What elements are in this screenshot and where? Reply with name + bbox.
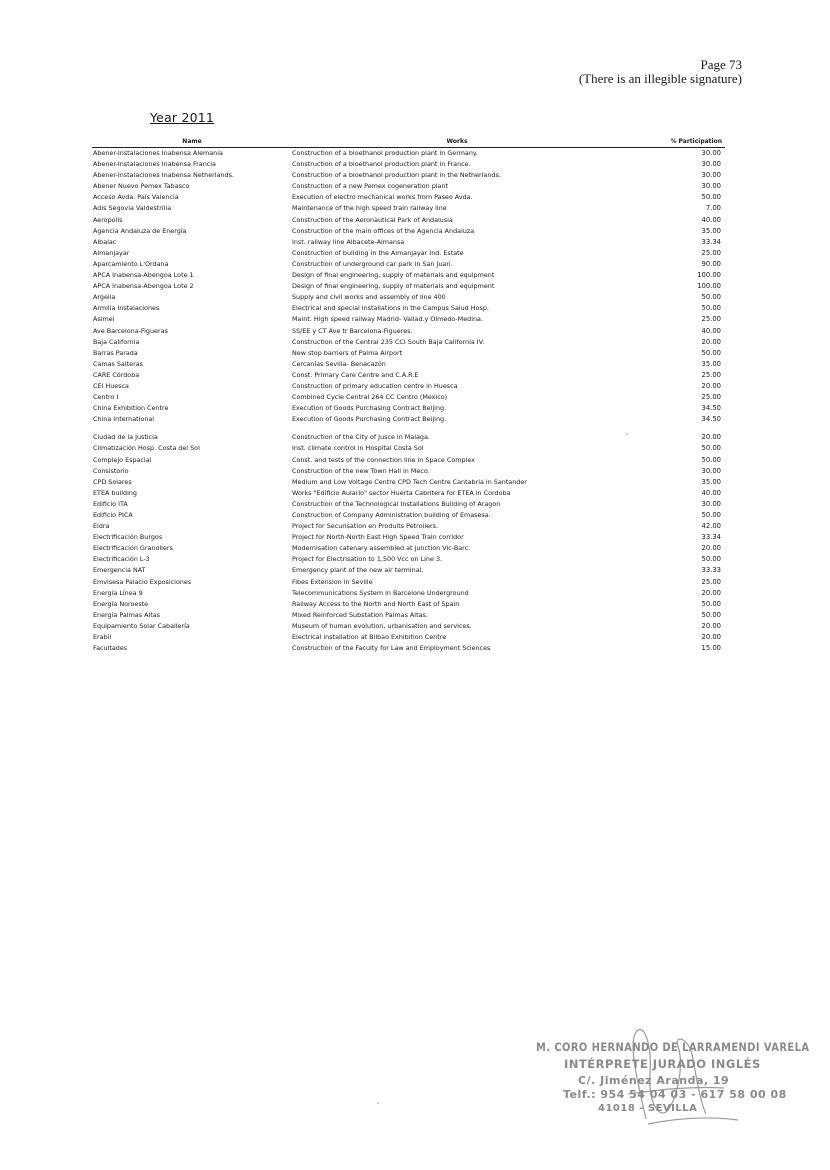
stamp-city: 41018 - SEVILLA <box>598 1103 698 1114</box>
translator-stamp <box>528 1024 810 1144</box>
table-row <box>92 488 725 499</box>
cell-works: Const. and tests of the connection line in Space Complex <box>292 455 475 464</box>
cell-participation: 35.00 <box>701 359 721 368</box>
cell-name: Electrificación Granollers <box>93 544 173 553</box>
table-row <box>92 588 725 599</box>
cell-name: Energía Línea 9 <box>93 588 143 597</box>
year-heading: Year 2011 <box>150 110 215 125</box>
table-row <box>92 359 725 370</box>
cell-name: Emvisesa Palacio Exposiciones <box>93 577 192 586</box>
cell-participation: 30.00 <box>701 160 721 169</box>
cell-works: Execution of Goods Purchasing Contract Beijing. <box>292 415 447 424</box>
cell-name: Equipamiento Solar Caballería <box>93 621 190 630</box>
cell-name: CEI Huesca <box>93 381 129 390</box>
table-row <box>92 510 725 521</box>
cell-participation: 50.00 <box>701 304 721 313</box>
cell-participation: 33.34 <box>701 237 721 246</box>
cell-name: China International <box>93 415 155 424</box>
table-row <box>92 443 725 454</box>
cell-name: Ave Barcelona-Figueras <box>93 326 168 335</box>
table-row <box>92 326 725 337</box>
cell-works: Const. Primary Care Centre and C.A.R.E <box>292 370 419 379</box>
cell-name: Consistorio <box>93 466 129 475</box>
cell-works: Design of final engineering, supply of materials and equipment <box>292 282 495 291</box>
cell-works: Cercanías Sevilla- Benacazón <box>292 359 386 368</box>
cell-works: Maintenance of the high speed train railway line <box>292 204 447 213</box>
cell-participation: 50.00 <box>701 511 721 519</box>
cell-participation: 33.33 <box>701 566 721 575</box>
table-row <box>92 577 725 588</box>
cell-name: Argelia <box>93 293 116 302</box>
table-row <box>92 292 725 303</box>
cell-name: CPD Solares <box>93 477 132 486</box>
cell-participation: 50.00 <box>701 444 721 453</box>
cell-name: Acceso Avda. País Valencia <box>93 193 179 202</box>
cell-works: Telecommunications System in Barcelone Underground <box>292 588 469 597</box>
table-row <box>92 554 725 565</box>
cell-participation: 30.00 <box>701 466 721 475</box>
table-row <box>92 392 725 403</box>
signature-note: (There is an illegible signature) <box>578 71 742 86</box>
table-row <box>92 381 725 392</box>
cell-participation: 25.00 <box>701 370 721 379</box>
cell-name: CARE Córdoba <box>93 370 140 379</box>
table-row <box>92 643 725 654</box>
cell-name: Energía Noroeste <box>93 599 149 608</box>
cell-works: Electrical installation at Bilbao Exhibition Centre <box>292 633 447 642</box>
participation-table-container <box>92 137 722 654</box>
cell-participation: 34.50 <box>701 415 721 424</box>
table-row <box>92 281 725 292</box>
cell-participation: 20.00 <box>701 621 721 630</box>
table-row <box>92 248 725 259</box>
cell-name: Complejo Espacial <box>93 455 152 464</box>
cell-participation: 50.00 <box>701 293 721 302</box>
table-body <box>92 148 725 655</box>
table-row <box>92 226 725 237</box>
cell-participation: 25.00 <box>701 248 721 257</box>
cell-name: Almanjayar <box>93 248 130 257</box>
cell-name: Camas Salteras <box>93 359 143 368</box>
table-row <box>92 181 725 192</box>
cell-participation: 33.34 <box>701 533 721 542</box>
cell-participation: 40.00 <box>701 326 721 335</box>
cell-participation: 50.00 <box>701 599 721 608</box>
stamp-title: INTÉRPRETE JURADO INGLÉS <box>564 1057 761 1071</box>
cell-works: Construction of a bioethanol production plant in France. <box>292 160 471 169</box>
table-row <box>92 532 725 543</box>
cell-name: Climatización Hosp. Costa del Sol <box>93 444 200 453</box>
cell-works: Museum of human evolution, urbanisation and services. <box>292 621 472 630</box>
cell-works: Construction of Company Administration building of Emasesa. <box>292 511 491 519</box>
table-row <box>92 455 725 466</box>
cell-works: Supply and civil works and assembly of line 400 <box>292 293 446 302</box>
cell-works: Inst. climate control in Hospital Costa Sol <box>292 444 424 453</box>
cell-participation: 35.00 <box>701 477 721 486</box>
cell-name: Centro I <box>93 393 119 402</box>
table-row <box>92 348 725 359</box>
table-row <box>92 632 725 643</box>
cell-works: Construction of the Faculty for Law and Employment Sciences <box>292 644 491 653</box>
cell-works: Construction of the Technological Installations Building of Aragon <box>292 499 501 508</box>
cell-name: Abener-Instalaciones Inabensa Alemania <box>93 149 223 157</box>
cell-participation: 25.00 <box>701 577 721 586</box>
cell-name: Abener-Instalaciones Inabensa Francia <box>93 160 216 169</box>
column-header-name: Name <box>92 137 292 148</box>
cell-name: Erabil <box>93 633 112 642</box>
cell-works: New stop barriers of Palma Airport <box>292 348 403 357</box>
page-number: Page 73 <box>700 57 742 72</box>
cell-participation: 20.00 <box>701 337 721 346</box>
cell-works: Construction of the Central 235 CCI South Baja California IV. <box>292 337 485 346</box>
cell-participation: 7.00 <box>705 204 721 213</box>
cell-works: Fibes Extension in Seville <box>292 577 373 586</box>
table-row <box>92 259 725 270</box>
cell-name: Emergencia NAT <box>93 566 146 575</box>
cell-works: Railway Access to the North and North East of Spain <box>292 599 460 608</box>
table-row <box>92 270 725 281</box>
table-row <box>92 215 725 226</box>
column-header-participation: % Participation <box>622 137 725 148</box>
page-header <box>579 58 742 86</box>
cell-name: Agencia Andaluza de Energía <box>93 226 187 235</box>
participation-table <box>92 137 725 654</box>
cell-name: ETEA building <box>93 488 137 497</box>
table-row <box>92 477 725 488</box>
scan-speck <box>377 1102 379 1104</box>
cell-works: Construction of a bioethanol production plant in Germany. <box>292 149 478 157</box>
table-row <box>92 314 725 325</box>
cell-works: Construction of a new Pemex cogeneration plant <box>292 182 449 191</box>
cell-works: Construction of the City of Jusce in Malaga. <box>292 433 430 442</box>
cell-works: Construction of the new Town Hall in Meco. <box>292 466 430 475</box>
cell-name: Armilla Instalaciones <box>93 304 160 313</box>
table-row <box>92 403 725 414</box>
cell-participation: 35.00 <box>701 226 721 235</box>
cell-participation: 20.00 <box>701 381 721 390</box>
cell-name: Asimel <box>93 315 115 324</box>
stamp-address: C/. Jiménez Aranda, 19 <box>578 1074 730 1087</box>
table-row <box>92 148 725 160</box>
table-row <box>92 414 725 425</box>
cell-works: Construction of the main offices of the Agencia Andaluza <box>292 226 475 235</box>
cell-participation: 25.00 <box>701 393 721 402</box>
cell-name: Facultades <box>93 644 128 653</box>
cell-participation: 25.00 <box>701 315 721 324</box>
cell-works: Construction of the Aeronautical Park of Andalusia <box>292 215 453 224</box>
cell-name: Energía Palmas Altas <box>93 610 160 619</box>
scan-speck <box>626 433 628 435</box>
cell-name: Aeropolis <box>93 215 123 224</box>
table-row <box>92 370 725 381</box>
cell-participation: 100.00 <box>697 271 721 280</box>
cell-participation: 50.00 <box>701 610 721 619</box>
cell-works: Medium and Low Voltage Centre CPD Tech Centre Cantabria in Santander <box>292 477 527 486</box>
cell-works: Modernisation catenary assembled at junction Vic-Barc. <box>292 544 471 553</box>
cell-name: Abener-Instalaciones Inabensa Netherlands. <box>93 171 234 180</box>
cell-works: Construction of building in the Almanjayar Ind. Estate <box>292 248 464 257</box>
cell-participation: 20.00 <box>701 633 721 642</box>
table-row <box>92 192 725 203</box>
cell-works: Combined Cycle Central 264 CC Centro (Mexico) <box>292 393 448 402</box>
cell-works: Mixed Reinforced Substation Palmas Altas. <box>292 610 428 619</box>
table-row <box>92 237 725 248</box>
table-row <box>92 303 725 314</box>
cell-participation: 50.00 <box>701 455 721 464</box>
cell-participation: 34.50 <box>701 404 721 413</box>
cell-works: Design of final engineering, supply of materials and equipment <box>292 271 495 280</box>
table-row <box>92 432 725 443</box>
cell-participation: 50.00 <box>701 348 721 357</box>
cell-works: Construction of underground car park in San Juan. <box>292 259 453 268</box>
table-group-gap <box>92 425 725 432</box>
cell-name: Albalac <box>93 237 117 246</box>
table-row <box>92 543 725 554</box>
cell-participation: 20.00 <box>701 588 721 597</box>
cell-name: Adis Segovia Valdestrilla <box>93 204 172 213</box>
table-row <box>92 621 725 632</box>
cell-works: SS/EE y CT Ave tr Barcelona-Figueres. <box>292 326 413 335</box>
cell-name: Barras Parada <box>93 348 138 357</box>
table-row <box>92 521 725 532</box>
table-row <box>92 170 725 181</box>
table-row <box>92 337 725 348</box>
cell-works: Inst. railway line Albacete-Almansa <box>292 237 405 246</box>
stamp-phone: Telf.: 954 54 04 03 - 617 58 00 08 <box>563 1088 787 1101</box>
cell-works: Works "Edificio Aulario" sector Huerta Cabritera for ETEA in Cordoba <box>292 488 511 497</box>
cell-name: Edificio ITA <box>93 499 128 508</box>
table-row <box>92 565 725 576</box>
cell-name: Baja California <box>93 337 140 346</box>
cell-name: Aparcamiento L'Ordana <box>93 259 169 268</box>
cell-name: China Exhibition Centre <box>93 404 169 413</box>
table-row <box>92 599 725 610</box>
cell-works: Project for North-North East High Speed Train corridor <box>292 533 464 542</box>
cell-participation: 90.00 <box>701 259 721 268</box>
cell-name: APCA Inabensa-Abengoa Lote 1 <box>93 271 194 280</box>
cell-works: Maint. High speed railway Madrid- Vallad.y Olmedo-Medina. <box>292 315 484 324</box>
table-row <box>92 159 725 170</box>
cell-participation: 40.00 <box>701 488 721 497</box>
cell-works: Project for Electrisation to 1,500 Vcc on Line 3. <box>292 555 443 564</box>
cell-works: Construction of a bioethanol production plant in the Netherlands. <box>292 171 501 180</box>
cell-participation: 30.00 <box>701 171 721 180</box>
cell-participation: 42.00 <box>701 522 721 531</box>
cell-name: APCA Inabensa-Abengoa Lote 2 <box>93 282 194 291</box>
table-row <box>92 610 725 621</box>
table-row <box>92 466 725 477</box>
cell-participation: 40.00 <box>701 215 721 224</box>
cell-works: Execution of electro mechanical works from Paseo Avda. <box>292 193 473 202</box>
cell-works: Project for Securisation en Produits Petroliers. <box>292 522 439 531</box>
cell-name: Abener Nuevo Pemex Tabasco <box>93 182 190 191</box>
cell-name: Edificio PICA <box>93 511 133 519</box>
column-header-works: Works <box>292 137 622 148</box>
cell-participation: 20.00 <box>701 544 721 553</box>
cell-participation: 30.00 <box>701 499 721 508</box>
cell-participation: 50.00 <box>701 193 721 202</box>
cell-name: Eidra <box>93 522 110 531</box>
table-row <box>92 203 725 214</box>
cell-works: Emergency plant of the new air terminal. <box>292 566 424 575</box>
cell-participation: 50.00 <box>701 555 721 564</box>
cell-participation: 100.00 <box>697 282 721 291</box>
cell-name: Ciudad de la Justicia <box>93 433 158 442</box>
cell-participation: 30.00 <box>701 182 721 191</box>
cell-works: Execution of Goods Purchasing Contract Beijing. <box>292 404 447 413</box>
cell-participation: 30.00 <box>701 149 721 157</box>
cell-works: Construction of primary education centre in Huesca <box>292 381 458 390</box>
cell-name: Electrificación L-3 <box>93 555 150 564</box>
table-row <box>92 499 725 510</box>
stamp-translator-name: M. CORO HERNANDO DE LARRAMENDI VARELA <box>536 1040 810 1054</box>
cell-name: Electrificación Burgos <box>93 533 163 542</box>
cell-participation: 15.00 <box>701 644 721 653</box>
cell-works: Electrical and special installations in the Campus Salud Hosp. <box>292 304 489 313</box>
table-header-row <box>92 137 725 148</box>
cell-participation: 20.00 <box>701 433 721 442</box>
